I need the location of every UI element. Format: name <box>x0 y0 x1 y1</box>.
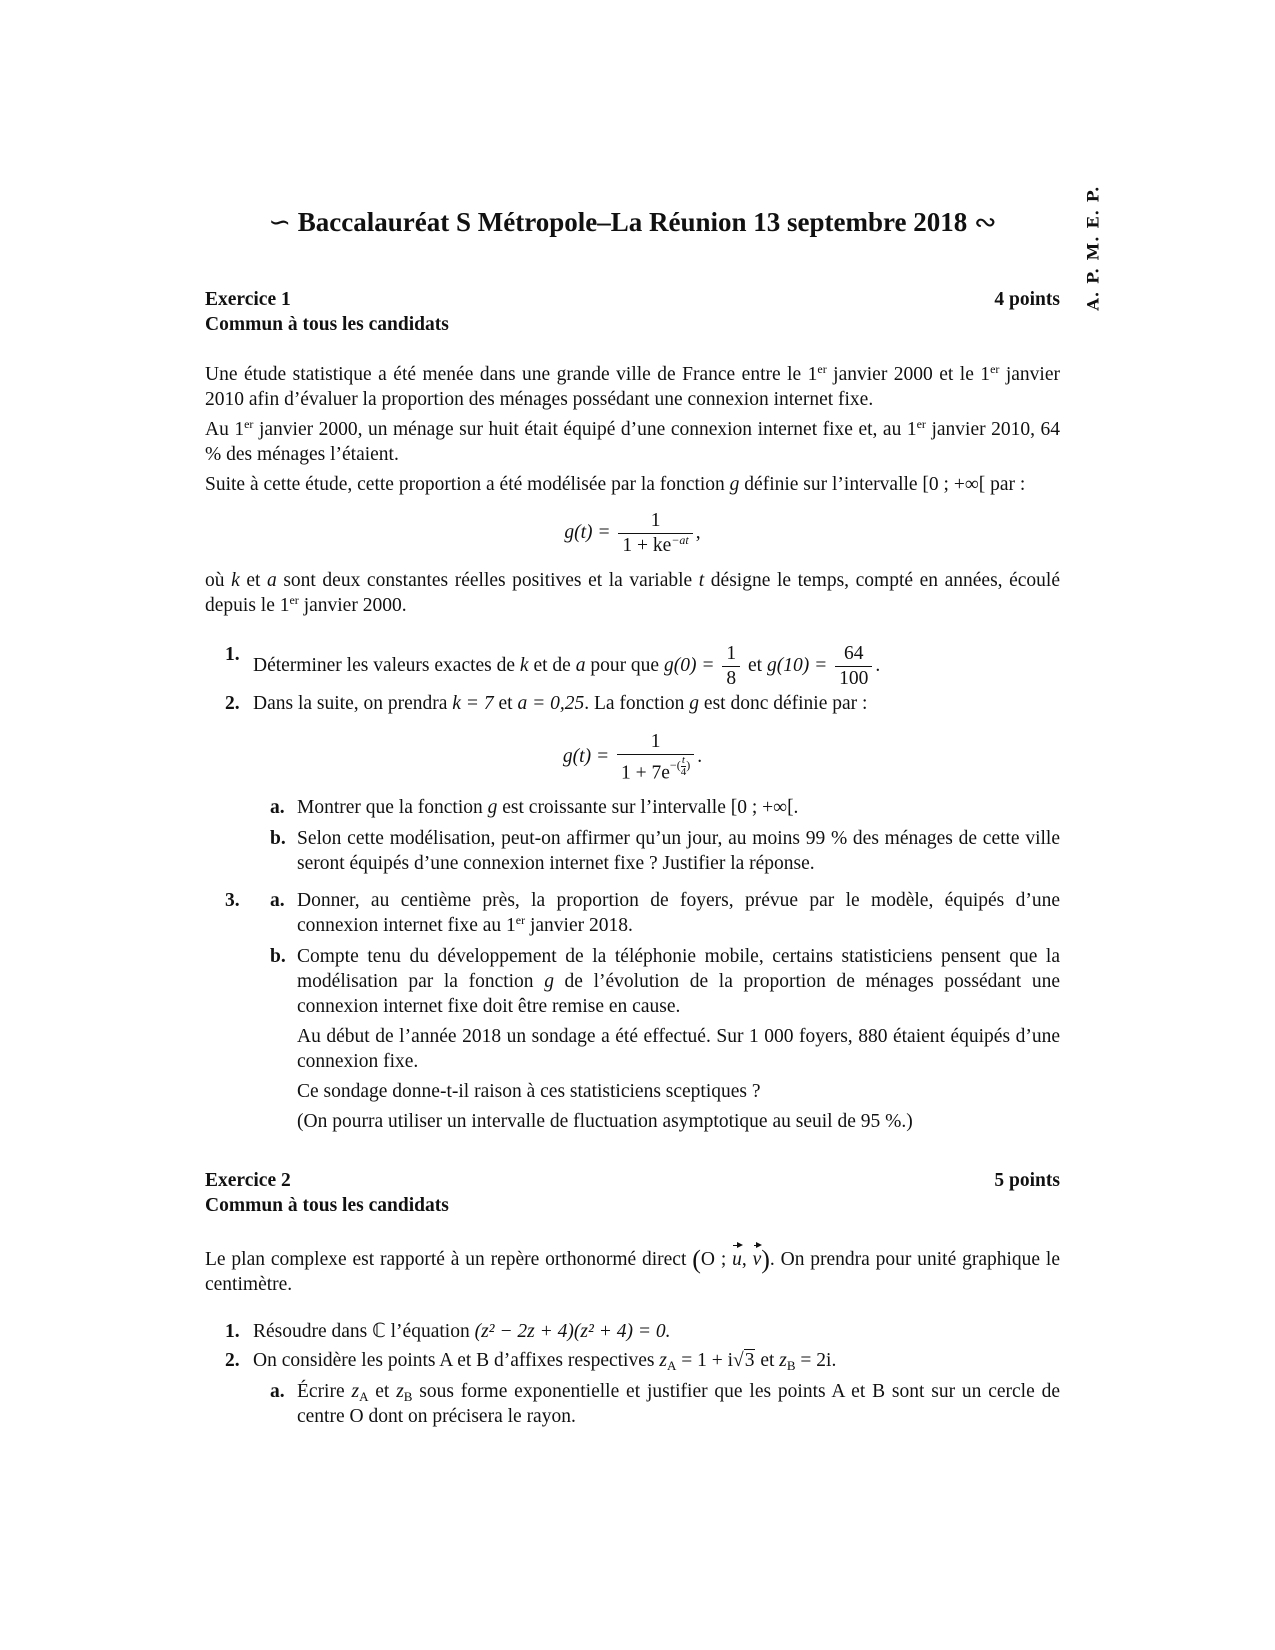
exercise-2-header <box>205 1168 1060 1193</box>
apmep-label: A. P. M. E. P. <box>1083 185 1103 311</box>
ex1-question-1: 1. Déterminer les valeurs exactes de k et de a pour que g(0) = $\frac{1}{8}$ et g(10) = $\frac{64}{100}$ . <box>225 643 881 689</box>
exercise-1-title: Exercice 1 <box>205 289 291 310</box>
ornament-left-icon: ∽ <box>268 207 292 237</box>
formula-g-specific: g(t) = 1 $1 + 7e^{-( \frac{t}{4} )}$ . <box>562 731 703 784</box>
ex1-question-2: 2. Dans la suite, on prendra k = 7 et a = 0,25. La fonction g est donc définie par : <box>225 693 868 714</box>
vector-v-icon: v <box>753 1243 762 1272</box>
ex1-paragraph-4: où k et a sont deux constantes réelles positives et la variable t désigne le temps, compté en années, écoulé depuis le 1er janvier 2000. <box>205 570 1060 616</box>
ex2-paragraph-1: Le plan complexe est rapporté à un repère orthonormé direct (O ; u, v). On prendra pour unité graphique le centimètre. <box>205 1245 1060 1296</box>
ex2-question-2a: a. Écrire $z_A$ et $z_B$ sous forme exponentielle et justifier que les points A et B sont sur un cercle de centre O dont on précisera le rayon. <box>270 1381 1060 1428</box>
ex1-paragraph-2: Au 1er janvier 2000, un ménage sur huit était équipé d’une connexion internet fixe et, au 1er janvier 2010, 64 % des ménages l’étaient. <box>205 417 1060 465</box>
ex2-question-1: 1. Résoudre dans ℂ l’équation (z² − 2z + 4)(z² + 4) = 0. <box>225 1321 671 1343</box>
formula-1-fraction: $\frac{1}{1 + ke^{-at}}$ <box>618 509 692 558</box>
ex1-question-3b: b. Compte tenu du développement de la téléphonie mobile, certains statisticiens pensent que la modélisation par la fonction g de l’évolution de la proportion de ménages possédant une connexion internet fixe doit être remise en cause. Au début de l’année 2018 un sondage a été effectué. Sur 1 000 foyers, 880 étaient équipés d’une connexion fixe. Ce sondage donne-t-il raison à ces statisticiens sceptiques ? (On pourra utiliser un intervalle de fluctuation asymptotique au seuil de 95 %.) <box>270 946 1060 1133</box>
ex2-question-2: 2. On considère les points A et B d’affixes respectives $z_A = 1 + i√3$ et $z_B = 2i$. <box>225 1350 837 1374</box>
exercise-2-points: 5 points <box>994 1170 1060 1192</box>
ex1-question-2a: a. Montrer que la fonction g est croissante sur l’intervalle [0 ; +∞[. <box>270 797 799 819</box>
side-label <box>1073 183 1113 313</box>
ex1-paragraph-1: Une étude statistique a été menée dans une grande ville de France entre le 1er janvier 2000 et le 1er janvier 2010 afin d’évaluer la proportion des ménages possédant une connexion internet fixe. <box>205 362 1060 410</box>
title-text: Baccalauréat S Métropole–La Réunion 13 septembre 2018 <box>297 207 968 237</box>
formula-g-general: g(t) = $\frac{1}{1 + ke^{-at}}$ , <box>564 510 701 556</box>
vector-u-icon: u <box>732 1243 742 1272</box>
ex1-q3b-question: Ce sondage donne-t-il raison à ces statisticiens sceptiques ? <box>297 1081 761 1103</box>
ex1-q3b-survey: Au début de l’année 2018 un sondage a été effectué. Sur 1 000 foyers, 880 étaient équipés d’une connexion fixe. <box>297 1026 1060 1073</box>
formula-2-fraction: 1 $1 + 7e^{-( \frac{t}{4} )}$ <box>617 730 694 785</box>
page-title <box>205 205 1060 239</box>
ex1-question-2b: b. Selon cette modélisation, peut-on affirmer qu’un jour, au moins 99 % des ménages de cette ville seront équipés d’une connexion internet fixe ? Justifier la réponse. <box>270 828 1060 875</box>
exercise-1-points: 4 points <box>994 289 1060 310</box>
ex1-paragraph-3: Suite à cette étude, cette proportion a été modélisée par la fonction g définie sur l’intervalle [0 ; +∞[ par : <box>205 474 1026 495</box>
page-content <box>205 205 1060 1429</box>
exercise-1-header <box>205 287 1060 312</box>
exercise-2-subtitle: Commun à tous les candidats <box>205 1195 449 1217</box>
exercise-1-subtitle: Commun à tous les candidats <box>205 314 449 335</box>
exercise-2-title: Exercice 2 <box>205 1170 291 1192</box>
ex1-q3b-hint: (On pourra utiliser un intervalle de fluctuation asymptotique au seuil de 95 %.) <box>297 1111 913 1133</box>
ornament-right-icon: ∾ <box>973 207 997 237</box>
ex1-question-3a: 3. a. Donner, au centième près, la proportion de foyers, prévue par le modèle, équipés d’une connexion internet fixe au 1er janvier 2018. <box>225 890 1060 937</box>
